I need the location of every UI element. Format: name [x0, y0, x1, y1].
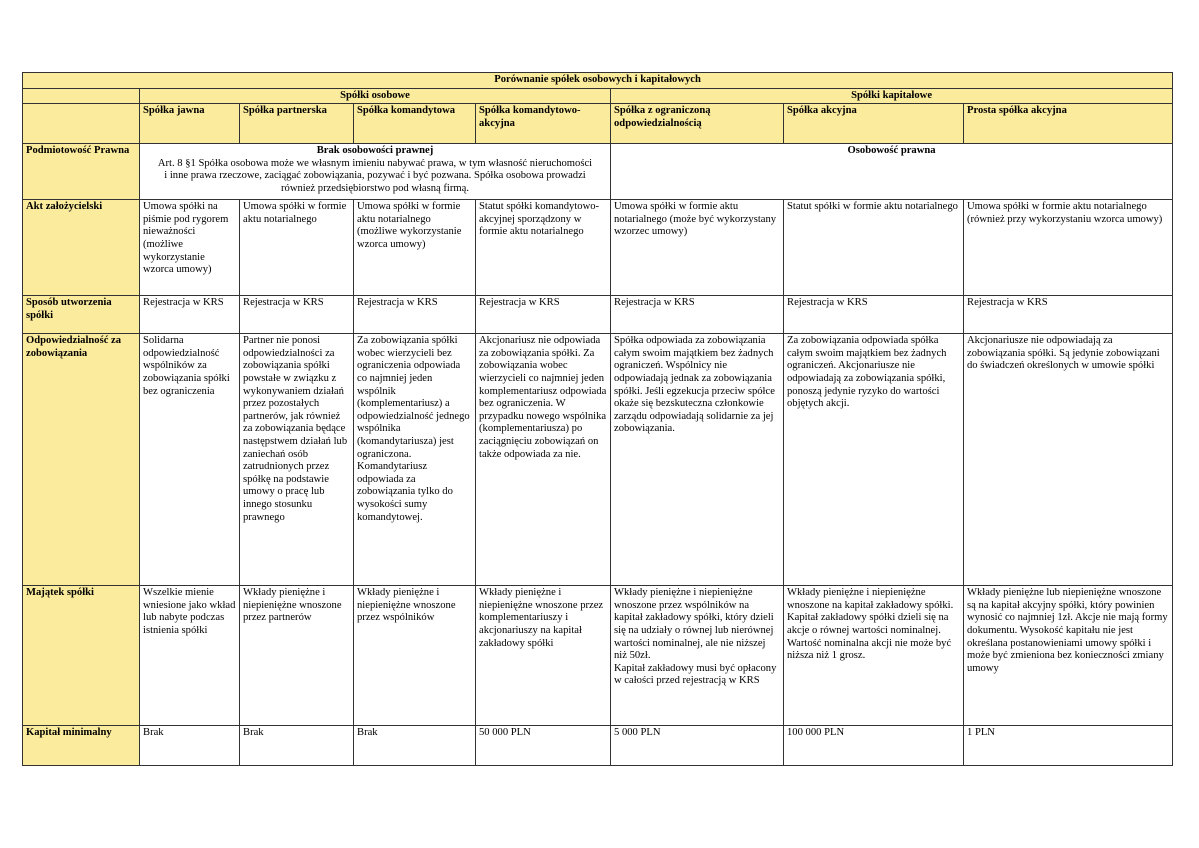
osobowe-legal-description: Art. 8 §1 Spółka osobowa może we własnym imieniu nabywać prawa, w tym własność nieruchomości i inne prawa rzeczowe, zaciągać zobowiązania, pozywać i być pozwana. Spółka osobowa prowadzi również przedsiębiorstwo pod własną firmą.	[157, 157, 593, 194]
table-cell: Wkłady pieniężne i niepieniężne wnoszone na kapitał zakładowy spółki. Kapitał zakładowy spółki dzieli się na akcje o równej wartości nominalnej. Wartość nominalna akcji nie może być niższa niż 1 grosz.	[784, 586, 964, 726]
column-header: Prosta spółka akcyjna	[964, 104, 1173, 144]
row-label: Sposób utworzenia spółki	[23, 296, 140, 334]
table-cell: Rejestracja w KRS	[611, 296, 784, 334]
row-podmiotowosc	[23, 144, 1173, 200]
corner-cell	[23, 88, 140, 104]
table-cell: Statut spółki komandytowo-akcyjnej sporządzony w formie aktu notarialnego	[476, 200, 611, 296]
column-header: Spółka komandytowa	[354, 104, 476, 144]
table-cell: Wkłady pieniężne i niepieniężne wnoszone przez partnerów	[240, 586, 354, 726]
group-kapitalowe: Spółki kapitałowe	[611, 88, 1173, 104]
table-cell: Wkłady pieniężne i niepieniężne wnoszone przez komplementariuszy i akcjonariuszy na kapitał zakładowy spółki	[476, 586, 611, 726]
table-cell: Statut spółki w formie aktu notarialnego	[784, 200, 964, 296]
column-header: Spółka akcyjna	[784, 104, 964, 144]
table-cell: Za zobowiązania spółki wobec wierzycieli bez ograniczenia odpowiada co najmniej jeden wspólnik (komplementariusz) a odpowiedzialność jednego wspólnika (komandytariusza) jest ograniczona. Komandytariusz odpowiada za zobowiązania tylko do wysokości sumy komandytowej.	[354, 334, 476, 586]
table-cell: Umowa spółki w formie aktu notarialnego (może być wykorzystany wzorzec umowy)	[611, 200, 784, 296]
table-cell: Akcjonariusz nie odpowiada za zobowiązania spółki. Za zobowiązania wobec wierzycieli co najmniej jeden komplementariusz odpowiada bez ograniczenia. W przypadku nowego wspólnika (komplementariusza) po zaciągnięciu zobowiązań on także odpowiada za nie.	[476, 334, 611, 586]
row-label: Kapitał minimalny	[23, 726, 140, 766]
table-cell: Wkłady pieniężne i niepieniężne wnoszone przez wspólników na kapitał zakładowy spółki, który dzieli się na udziały o równej lub nierównej wartości nominalnej, ale nie niższej niż 50zł. Kapitał zakładowy musi być opłacony w całości przed rejestracją w KRS	[611, 586, 784, 726]
table-cell: Rejestracja w KRS	[354, 296, 476, 334]
table-cell: Rejestracja w KRS	[476, 296, 611, 334]
table-cell: Partner nie ponosi odpowiedzialności za zobowiązania spółki powstałe w związku z wykonywaniem działań przez pozostałych partnerów, jak również za zobowiązania będące następstwem działań lub zaniechań osób zatrudnionych przez spółkę na podstawie umowy o pracę lub innego stosunku prawnego	[240, 334, 354, 586]
table-cell: Rejestracja w KRS	[240, 296, 354, 334]
table-cell: Wkłady pieniężne i niepieniężne wnoszone przez wspólników	[354, 586, 476, 726]
table-cell: Brak	[140, 726, 240, 766]
table-cell: Umowa spółki w formie aktu notarialnego (możliwe wykorzystanie wzorca umowy)	[354, 200, 476, 296]
table-cell: 100 000 PLN	[784, 726, 964, 766]
row-label: Majątek spółki	[23, 586, 140, 726]
row-label: Akt założycielski	[23, 200, 140, 296]
column-header: Spółka partnerska	[240, 104, 354, 144]
table-cell: Akcjonariusze nie odpowiadają za zobowiązania spółki. Są jedynie zobowiązani do świadczeń określonych w umowie spółki	[964, 334, 1173, 586]
table-cell: Brak	[240, 726, 354, 766]
table-cell: Za zobowiązania odpowiada spółka całym swoim majątkiem bez żadnych ograniczeń. Akcjonariusze nie odpowiadają za zobowiązania spółki, ponoszą jedynie ryzyko do wartości objętych akcji.	[784, 334, 964, 586]
header-corner	[23, 104, 140, 144]
table-cell: Umowa spółki w formie aktu notarialnego	[240, 200, 354, 296]
comparison-table	[22, 72, 1173, 766]
table-cell: Brak	[354, 726, 476, 766]
row-kapital	[23, 726, 1173, 766]
row-sposob	[23, 296, 1173, 334]
table-cell: Rejestracja w KRS	[784, 296, 964, 334]
kapitalowe-legal-cell: Osobowość prawna	[611, 144, 1173, 200]
table-title: Porównanie spółek osobowych i kapitałowych	[23, 73, 1173, 89]
row-majatek	[23, 586, 1173, 726]
table-cell: Solidarna odpowiedzialność wspólników za zobowiązania spółki bez ograniczenia	[140, 334, 240, 586]
column-header: Spółka z ograniczoną odpowiedzialnością	[611, 104, 784, 144]
osobowe-legal-title: Brak osobowości prawnej	[316, 145, 434, 157]
table-cell: Rejestracja w KRS	[140, 296, 240, 334]
table-cell: Rejestracja w KRS	[964, 296, 1173, 334]
table-cell: 1 PLN	[964, 726, 1173, 766]
table-cell: Umowa spółki na piśmie pod rygorem nieważności (możliwe wykorzystanie wzorca umowy)	[140, 200, 240, 296]
column-header: Spółka jawna	[140, 104, 240, 144]
row-label: Podmiotowość Prawna	[23, 144, 140, 200]
row-akt	[23, 200, 1173, 296]
row-odpowiedzialnosc	[23, 334, 1173, 586]
table-cell: 50 000 PLN	[476, 726, 611, 766]
group-osobowe: Spółki osobowe	[140, 88, 611, 104]
column-header: Spółka komandytowo-akcyjna	[476, 104, 611, 144]
table-cell: Wszelkie mienie wniesione jako wkład lub nabyte podczas istnienia spółki	[140, 586, 240, 726]
row-label: Odpowiedzialność za zobowiązania	[23, 334, 140, 586]
table-cell: Wkłady pieniężne lub niepieniężne wnoszone są na kapitał akcyjny spółki, który powinien wynosić co najmniej 1zł. Akcje nie mają formy dokumentu. Wysokość kapitału nie jest określana postanowieniami umowy spółki i może być zmieniona bez konieczności zmiany umowy	[964, 586, 1173, 726]
table-cell: Umowa spółki w formie aktu notarialnego (również przy wykorzystaniu wzorca umowy)	[964, 200, 1173, 296]
table-cell: 5 000 PLN	[611, 726, 784, 766]
osobowe-legal-cell	[140, 144, 611, 200]
table-cell: Spółka odpowiada za zobowiązania całym swoim majątkiem bez żadnych ograniczeń. Wspólnicy nie odpowiadają jednak za zobowiązania spółki. Jeśli egzekucja przeciw spółce okaże się bezskuteczna członkowie zarządu odpowiadają solidarnie za jej zobowiązania.	[611, 334, 784, 586]
